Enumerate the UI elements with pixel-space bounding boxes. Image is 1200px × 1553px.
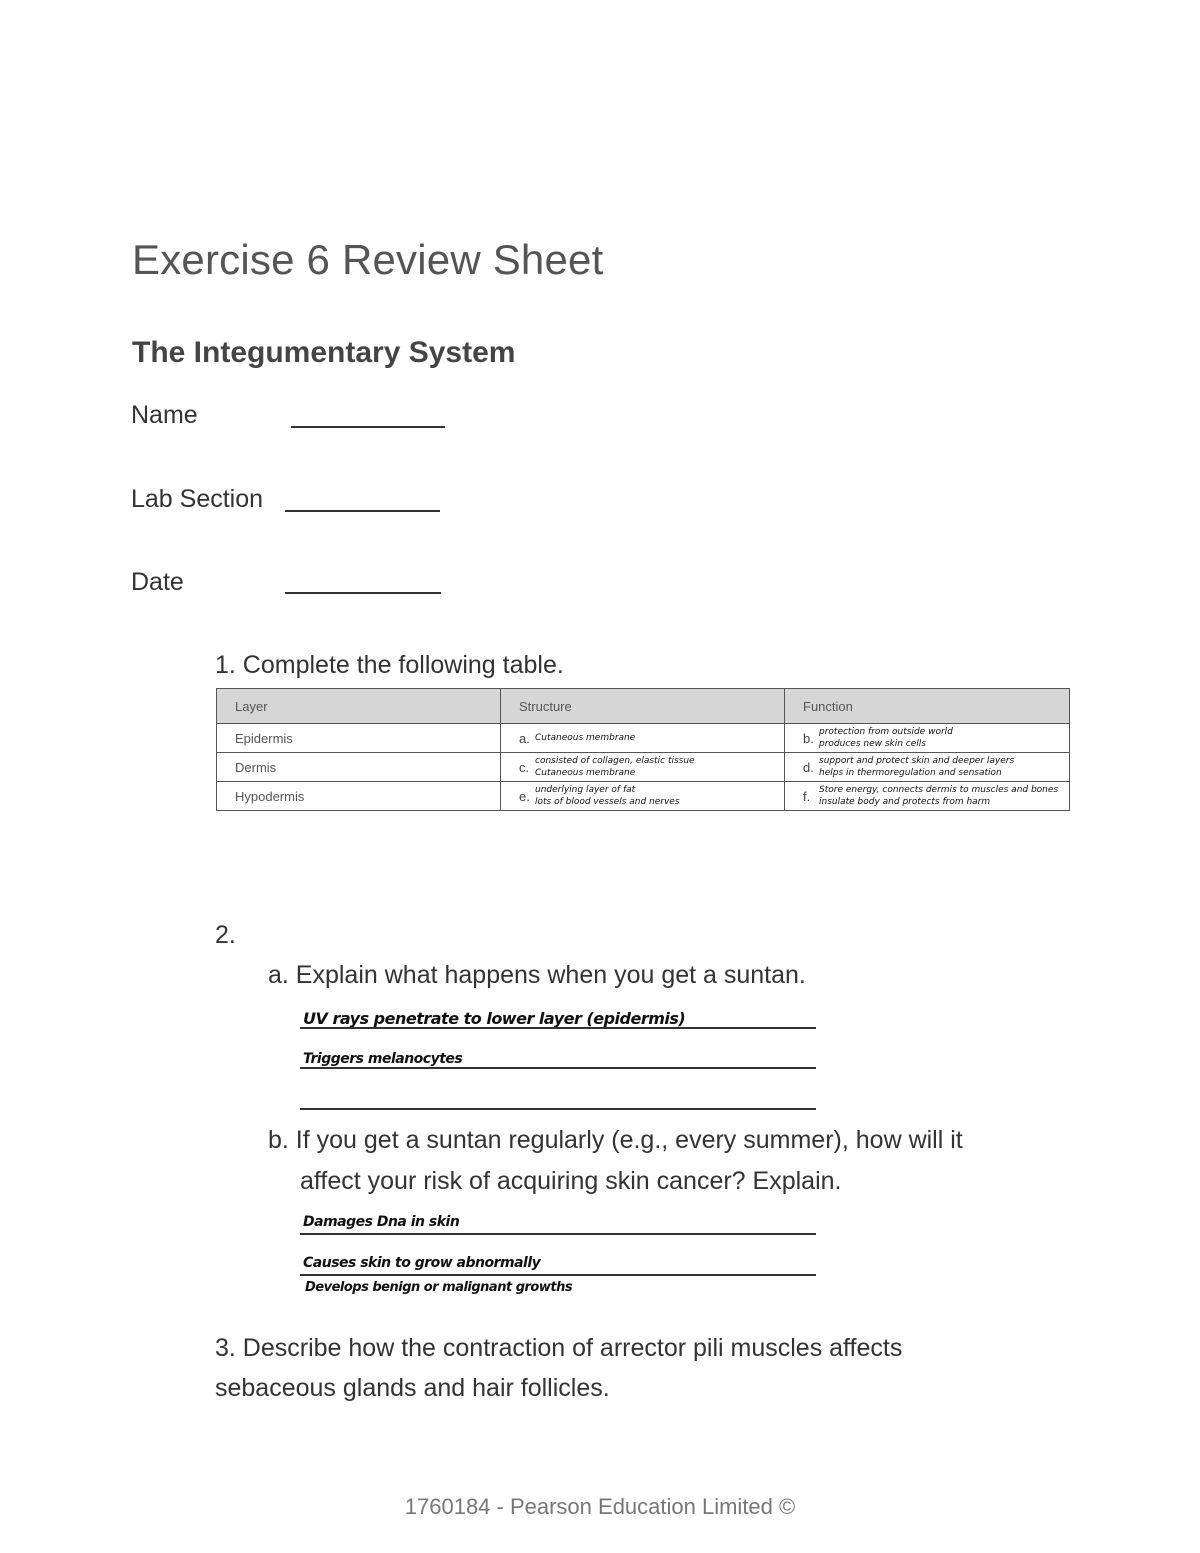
structure-ref: a. (519, 731, 530, 746)
table-header-row (217, 689, 1070, 724)
question-2b-text-line-2: affect your risk of acquiring skin cancer? Explain. (300, 1167, 842, 1195)
function-ref: f. (803, 789, 811, 804)
answer-2b-line-1: Damages Dna in skin (303, 1214, 460, 1230)
structure-answer-line-2: Cutaneous membrane (535, 768, 636, 778)
date-label: Date (131, 568, 184, 596)
structure-cell[interactable] (501, 782, 785, 811)
answer-line[interactable] (300, 1067, 816, 1069)
question-3-text-line-2: sebaceous glands and hair follicles. (215, 1374, 610, 1402)
layers-table (216, 688, 1070, 811)
answer-2b-line-3: Develops benign or malignant growths (305, 1280, 573, 1295)
function-cell[interactable] (785, 724, 1070, 753)
function-answer-line-1: support and protect skin and deeper layers (819, 756, 1015, 766)
answer-line[interactable] (300, 1027, 816, 1029)
layer-cell: Epidermis (217, 724, 501, 753)
table-row (217, 782, 1070, 811)
structure-answer-line-1: underlying layer of fat (535, 785, 636, 795)
column-header-structure: Structure (501, 689, 785, 724)
answer-2a-line-1: UV rays penetrate to lower layer (epidermis) (303, 1009, 686, 1028)
table-row (217, 753, 1070, 782)
layer-cell: Hypodermis (217, 782, 501, 811)
question-3-text-line-1: 3. Describe how the contraction of arrector pili muscles affects (215, 1334, 903, 1362)
structure-ref: e. (519, 789, 530, 804)
function-cell[interactable] (785, 753, 1070, 782)
structure-cell[interactable] (501, 753, 785, 782)
page-title: Exercise 6 Review Sheet (132, 236, 604, 283)
column-header-function: Function (785, 689, 1070, 724)
structure-cell[interactable] (501, 724, 785, 753)
lab-section-label: Lab Section (131, 485, 264, 513)
question-2a-text: a. Explain what happens when you get a suntan. (268, 961, 806, 989)
answer-line[interactable] (300, 1274, 816, 1276)
answer-line[interactable] (300, 1108, 816, 1110)
answer-line[interactable] (300, 1233, 816, 1235)
structure-answer-line-1: Cutaneous membrane (535, 733, 636, 743)
function-answer-line-2: helps in thermoregulation and sensation (819, 768, 1002, 778)
question-2-number: 2. (215, 921, 236, 949)
structure-answer-line-1: consisted of collagen, elastic tissue (535, 756, 695, 766)
function-answer-line-1: Store energy, connects dermis to muscles and bones (819, 785, 1059, 795)
function-ref: d. (803, 760, 814, 775)
answer-2a-line-2: Triggers melanocytes (303, 1051, 463, 1067)
question-2b-text-line-1: b. If you get a suntan regularly (e.g., every summer), how will it (268, 1126, 963, 1154)
date-field-line[interactable] (285, 592, 441, 594)
layer-cell: Dermis (217, 753, 501, 782)
page-subtitle: The Integumentary System (132, 336, 516, 369)
structure-ref: c. (519, 760, 530, 775)
column-header-layer: Layer (217, 689, 501, 724)
name-label: Name (131, 401, 198, 429)
lab-section-field-line[interactable] (285, 510, 440, 512)
answer-2b-line-2: Causes skin to grow abnormally (303, 1255, 541, 1271)
function-cell[interactable] (785, 782, 1070, 811)
table-row (217, 724, 1070, 753)
question-1-text: 1. Complete the following table. (215, 651, 564, 679)
function-answer-line-1: protection from outside world (819, 727, 953, 737)
name-field-line[interactable] (291, 426, 445, 428)
structure-answer-line-2: lots of blood vessels and nerves (535, 797, 680, 807)
function-answer-line-2: produces new skin cells (819, 739, 926, 749)
function-ref: b. (803, 731, 814, 746)
footer-copyright: 1760184 - Pearson Education Limited © (404, 1494, 796, 1519)
function-answer-line-2: insulate body and protects from harm (819, 797, 991, 807)
